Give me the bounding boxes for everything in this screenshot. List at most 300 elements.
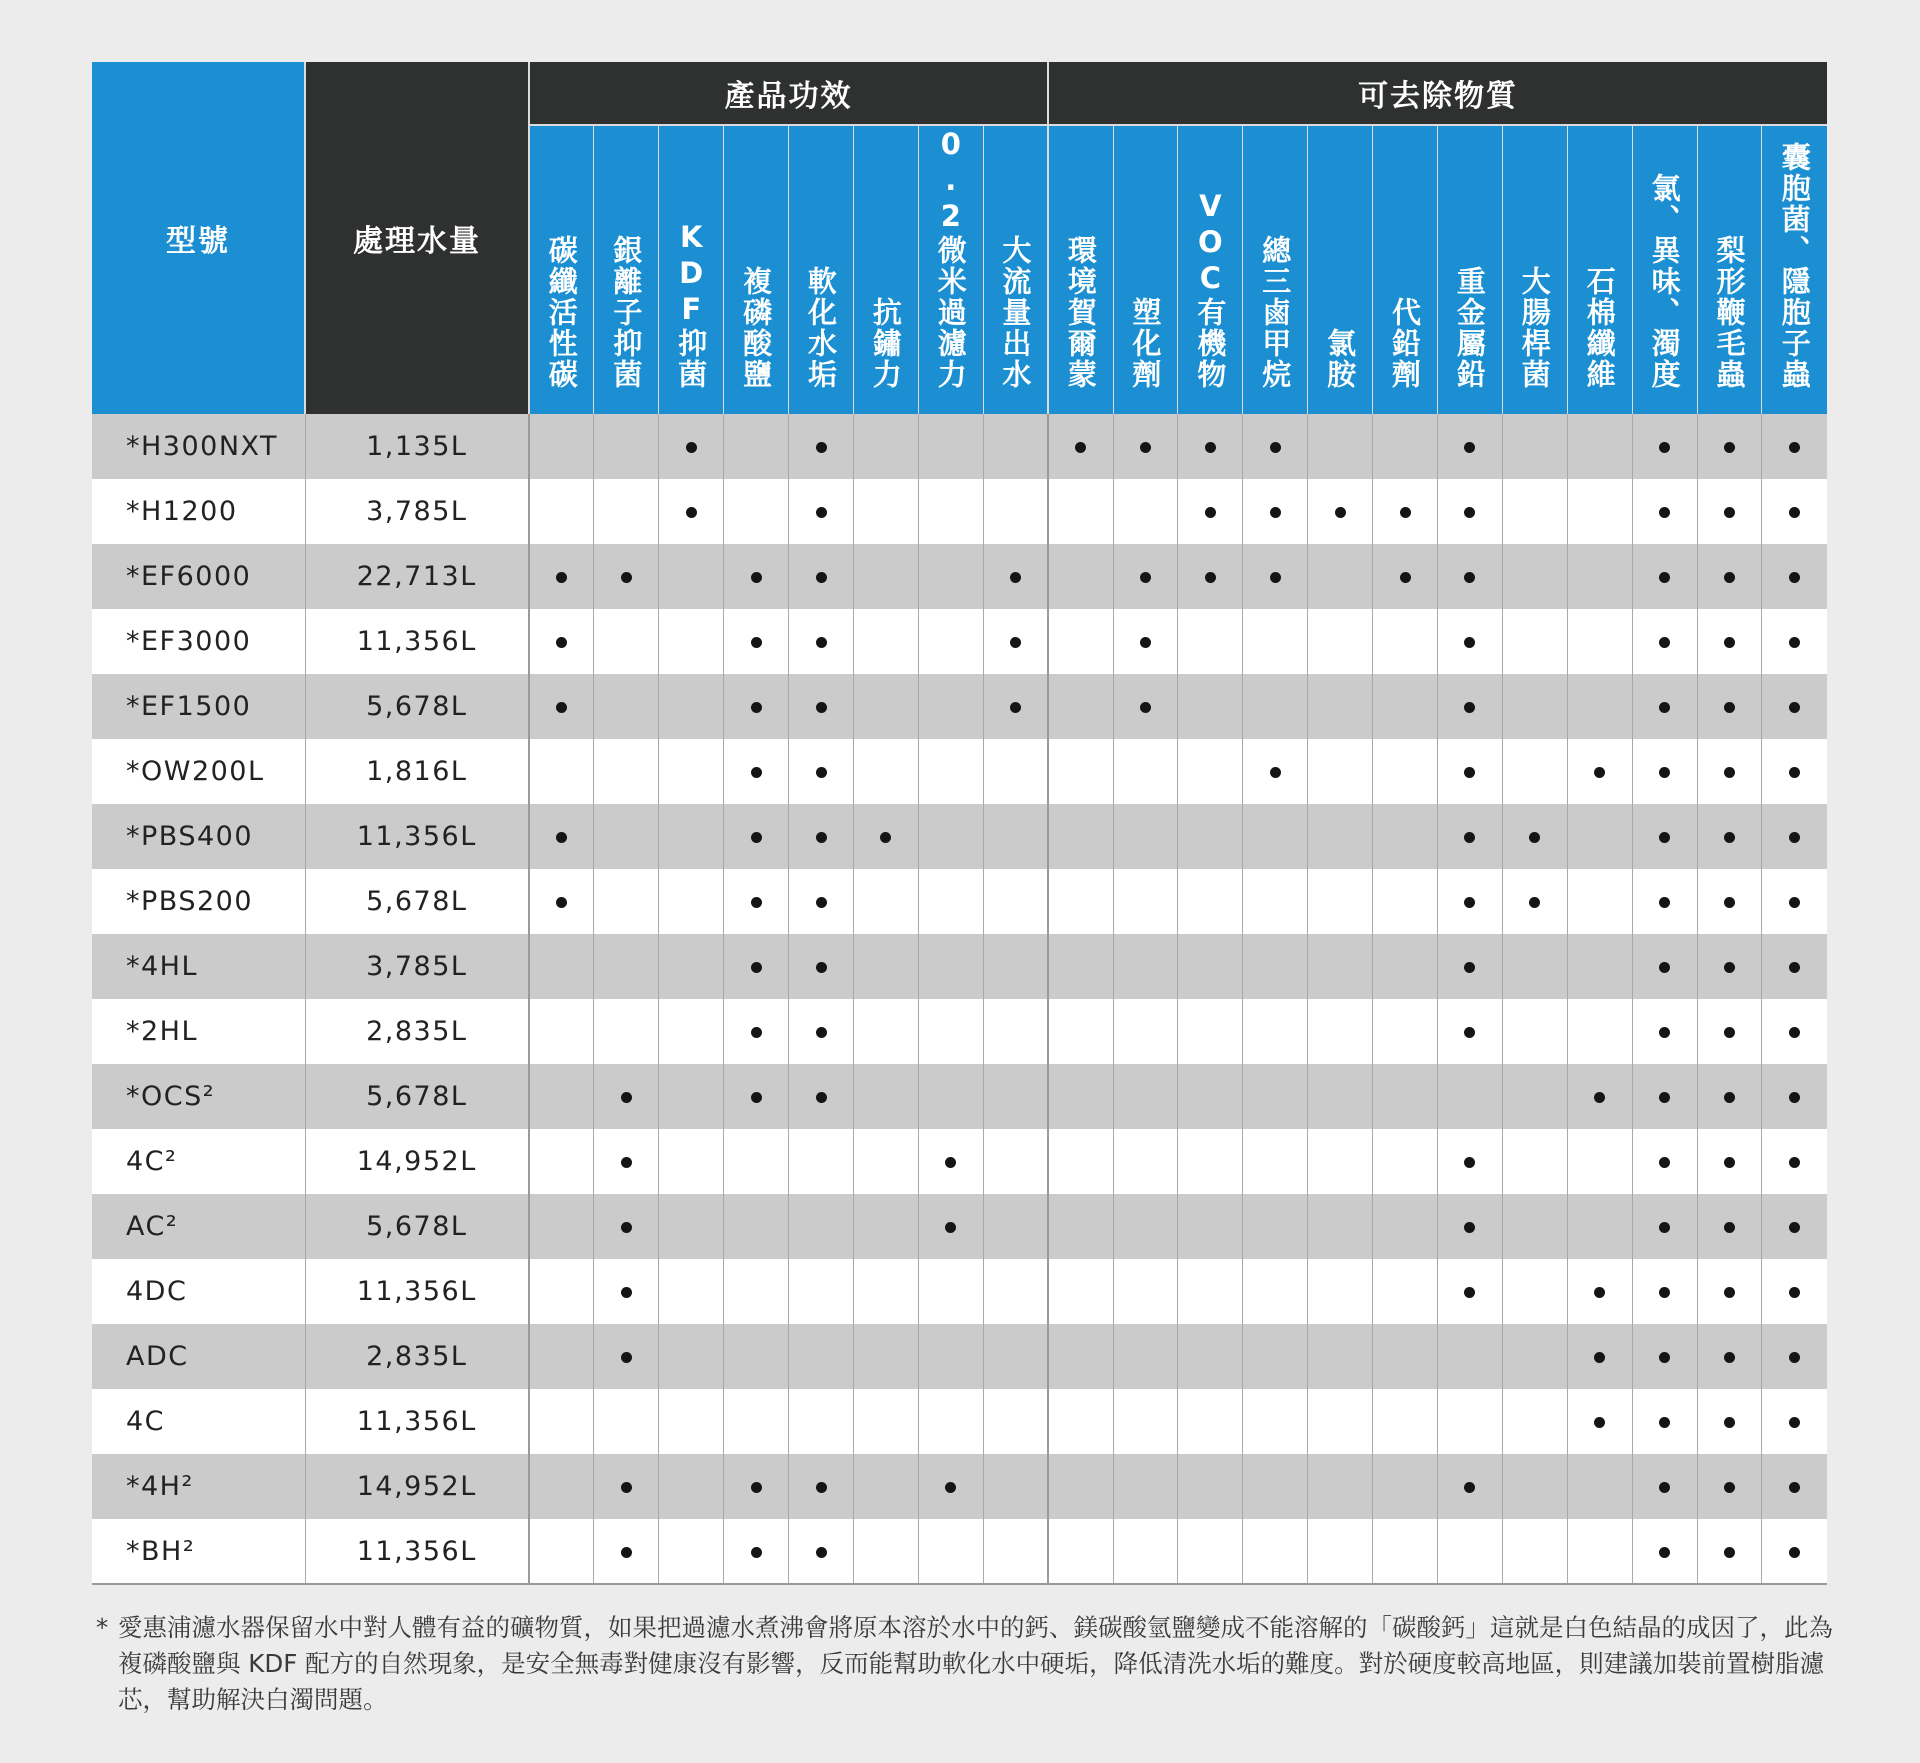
mark-cell — [594, 1129, 659, 1194]
mark-cell — [1048, 609, 1113, 674]
bullet-dot-icon — [816, 442, 827, 453]
column-header-label: 環境賀爾蒙 — [1063, 235, 1098, 390]
bullet-dot-icon — [816, 1482, 827, 1493]
bullet-dot-icon — [1789, 897, 1800, 908]
mark-cell — [789, 609, 854, 674]
table-row — [92, 934, 1827, 999]
model-cell: *4H² — [92, 1454, 305, 1519]
mark-cell — [918, 674, 983, 739]
bullet-dot-icon — [1659, 1417, 1670, 1428]
table-row — [92, 1194, 1827, 1259]
mark-cell — [1178, 869, 1243, 934]
mark-cell — [983, 999, 1048, 1064]
mark-cell — [789, 414, 854, 479]
mark-cell — [659, 1129, 724, 1194]
mark-cell — [1762, 999, 1827, 1064]
mark-cell — [1567, 1129, 1632, 1194]
mark-cell — [659, 1454, 724, 1519]
mark-cell — [1762, 1454, 1827, 1519]
bullet-dot-icon — [556, 832, 567, 843]
mark-cell — [1113, 1064, 1178, 1129]
bullet-dot-icon — [1270, 507, 1281, 518]
mark-cell — [594, 1259, 659, 1324]
column-header-label: 抗鏽力 — [868, 297, 903, 390]
bullet-dot-icon — [1464, 1287, 1475, 1298]
group-header-effects: 產品功效 — [529, 62, 1048, 125]
mark-cell — [594, 934, 659, 999]
mark-cell — [853, 1454, 918, 1519]
mark-cell — [983, 1129, 1048, 1194]
bullet-dot-icon — [1789, 832, 1800, 843]
bullet-dot-icon — [686, 507, 697, 518]
mark-cell — [1567, 999, 1632, 1064]
mark-cell — [1502, 739, 1567, 804]
mark-cell — [983, 804, 1048, 869]
mark-cell — [1762, 739, 1827, 804]
mark-cell — [1567, 1259, 1632, 1324]
model-cell: *H300NXT — [92, 414, 305, 479]
mark-cell — [1437, 1324, 1502, 1389]
mark-cell — [594, 869, 659, 934]
mark-cell — [1762, 1389, 1827, 1454]
table-row — [92, 479, 1827, 544]
mark-cell — [724, 1389, 789, 1454]
bullet-dot-icon — [816, 637, 827, 648]
mark-cell — [918, 414, 983, 479]
column-header-label: 梨形鞭毛蟲 — [1712, 235, 1747, 390]
mark-cell — [918, 1519, 983, 1584]
bullet-dot-icon — [816, 962, 827, 973]
mark-cell — [1048, 1389, 1113, 1454]
mark-cell — [1308, 869, 1373, 934]
mark-cell — [1243, 739, 1308, 804]
footnote-text: 愛惠浦濾水器保留水中對人體有益的礦物質，如果把過濾水煮沸會將原本溶於水中的鈣、鎂碳酸氫鹽變成不能溶解的「碳酸鈣」這就是白色結晶的成因了，此為複磷酸鹽與 KDF 配方的自然現象，是安全無毒對健康沒有影響，反而能幫助軟化水中硬垢，降低清洗水垢的難度。對於硬度較高地區，則建議加裝前置樹脂濾芯，幫助解決白濁問題。 — [118, 1613, 1833, 1714]
mark-cell — [1697, 1194, 1762, 1259]
bullet-dot-icon — [816, 1092, 827, 1103]
mark-cell — [1567, 674, 1632, 739]
mark-cell — [1243, 934, 1308, 999]
mark-cell — [1502, 934, 1567, 999]
bullet-dot-icon — [751, 1482, 762, 1493]
bullet-dot-icon — [1724, 962, 1735, 973]
mark-cell — [659, 739, 724, 804]
mark-cell — [1762, 804, 1827, 869]
bullet-dot-icon — [621, 1352, 632, 1363]
mark-cell — [724, 479, 789, 544]
bullet-dot-icon — [1724, 637, 1735, 648]
mark-cell — [1308, 1519, 1373, 1584]
mark-cell — [983, 674, 1048, 739]
bullet-dot-icon — [1140, 442, 1151, 453]
mark-cell — [1373, 804, 1438, 869]
mark-cell — [1762, 934, 1827, 999]
mark-cell — [1502, 804, 1567, 869]
mark-cell — [918, 609, 983, 674]
mark-cell — [1437, 934, 1502, 999]
mark-cell — [1178, 999, 1243, 1064]
mark-cell — [1178, 479, 1243, 544]
bullet-dot-icon — [1789, 442, 1800, 453]
mark-cell — [659, 1519, 724, 1584]
column-header — [1243, 125, 1308, 414]
model-cell: *EF6000 — [92, 544, 305, 609]
bullet-dot-icon — [1724, 572, 1735, 583]
mark-cell — [1762, 414, 1827, 479]
mark-cell — [659, 674, 724, 739]
bullet-dot-icon — [1659, 702, 1670, 713]
mark-cell — [1502, 1324, 1567, 1389]
bullet-dot-icon — [1789, 1547, 1800, 1558]
mark-cell — [1437, 999, 1502, 1064]
mark-cell — [1048, 1194, 1113, 1259]
mark-cell — [1632, 1194, 1697, 1259]
bullet-dot-icon — [1724, 767, 1735, 778]
capacity-cell: 2,835L — [305, 1324, 529, 1389]
bullet-dot-icon — [751, 1027, 762, 1038]
capacity-column-header: 處理水量 — [305, 62, 529, 414]
mark-cell — [724, 674, 789, 739]
mark-cell — [853, 1389, 918, 1454]
bullet-dot-icon — [1789, 1482, 1800, 1493]
mark-cell — [1502, 1259, 1567, 1324]
mark-cell — [1567, 544, 1632, 609]
bullet-dot-icon — [816, 897, 827, 908]
bullet-dot-icon — [1464, 962, 1475, 973]
mark-cell — [1113, 739, 1178, 804]
table-row — [92, 804, 1827, 869]
bullet-dot-icon — [1789, 637, 1800, 648]
mark-cell — [529, 609, 594, 674]
capacity-cell: 11,356L — [305, 1389, 529, 1454]
table-row — [92, 609, 1827, 674]
bullet-dot-icon — [1724, 702, 1735, 713]
mark-cell — [1178, 1064, 1243, 1129]
capacity-cell: 1,816L — [305, 739, 529, 804]
mark-cell — [1762, 1519, 1827, 1584]
column-header — [529, 125, 594, 414]
model-cell: 4C² — [92, 1129, 305, 1194]
mark-cell — [1308, 479, 1373, 544]
capacity-cell: 11,356L — [305, 1519, 529, 1584]
mark-cell — [789, 999, 854, 1064]
mark-cell — [789, 1064, 854, 1129]
capacity-cell: 2,835L — [305, 999, 529, 1064]
mark-cell — [1178, 1389, 1243, 1454]
table-row — [92, 1454, 1827, 1519]
mark-cell — [594, 804, 659, 869]
mark-cell — [918, 544, 983, 609]
mark-cell — [659, 1194, 724, 1259]
mark-cell — [1502, 1454, 1567, 1519]
bullet-dot-icon — [1724, 1287, 1735, 1298]
mark-cell — [789, 869, 854, 934]
mark-cell — [659, 869, 724, 934]
mark-cell — [1437, 1194, 1502, 1259]
mark-cell — [1437, 869, 1502, 934]
bullet-dot-icon — [1789, 767, 1800, 778]
mark-cell — [1762, 479, 1827, 544]
column-header-label: 大腸桿菌 — [1517, 266, 1552, 390]
mark-cell — [594, 739, 659, 804]
mark-cell — [1373, 999, 1438, 1064]
mark-cell — [529, 1259, 594, 1324]
mark-cell — [918, 1324, 983, 1389]
mark-cell — [659, 1064, 724, 1129]
mark-cell — [1373, 1194, 1438, 1259]
mark-cell — [1697, 609, 1762, 674]
table-row — [92, 414, 1827, 479]
mark-cell — [594, 479, 659, 544]
bullet-dot-icon — [751, 1092, 762, 1103]
mark-cell — [1178, 1454, 1243, 1519]
capacity-cell: 3,785L — [305, 479, 529, 544]
table-row — [92, 1324, 1827, 1389]
mark-cell — [1502, 1389, 1567, 1454]
bullet-dot-icon — [1594, 1417, 1605, 1428]
mark-cell — [1308, 1129, 1373, 1194]
mark-cell — [1048, 479, 1113, 544]
mark-cell — [1308, 1324, 1373, 1389]
bullet-dot-icon — [1010, 637, 1021, 648]
bullet-dot-icon — [1659, 767, 1670, 778]
column-header-label: 軟化水垢 — [804, 266, 838, 390]
mark-cell — [1762, 869, 1827, 934]
mark-cell — [1632, 1129, 1697, 1194]
bullet-dot-icon — [1594, 1352, 1605, 1363]
bullet-dot-icon — [1659, 507, 1670, 518]
mark-cell — [1632, 869, 1697, 934]
bullet-dot-icon — [1724, 832, 1735, 843]
mark-cell — [1048, 999, 1113, 1064]
mark-cell — [918, 1389, 983, 1454]
mark-cell — [1567, 1519, 1632, 1584]
mark-cell — [724, 1194, 789, 1259]
mark-cell — [1437, 804, 1502, 869]
mark-cell — [1502, 1064, 1567, 1129]
table-row — [92, 1129, 1827, 1194]
mark-cell — [1437, 1259, 1502, 1324]
model-cell: 4C — [92, 1389, 305, 1454]
mark-cell — [1113, 999, 1178, 1064]
mark-cell — [529, 1519, 594, 1584]
mark-cell — [1567, 1064, 1632, 1129]
mark-cell — [1243, 1064, 1308, 1129]
bullet-dot-icon — [1789, 1417, 1800, 1428]
mark-cell — [1308, 1259, 1373, 1324]
bullet-dot-icon — [751, 702, 762, 713]
mark-cell — [1697, 1129, 1762, 1194]
capacity-cell: 5,678L — [305, 1064, 529, 1129]
bullet-dot-icon — [1789, 702, 1800, 713]
mark-cell — [1697, 674, 1762, 739]
bullet-dot-icon — [621, 1157, 632, 1168]
mark-cell — [1373, 869, 1438, 934]
mark-cell — [1113, 1129, 1178, 1194]
mark-cell — [1762, 674, 1827, 739]
mark-cell — [1113, 1519, 1178, 1584]
bullet-dot-icon — [1659, 962, 1670, 973]
table-row — [92, 999, 1827, 1064]
column-header — [594, 125, 659, 414]
mark-cell — [983, 1259, 1048, 1324]
model-column-header: 型號 — [92, 62, 305, 414]
table-row — [92, 1064, 1827, 1129]
mark-cell — [789, 1389, 854, 1454]
mark-cell — [1178, 1194, 1243, 1259]
column-header — [659, 125, 724, 414]
bullet-dot-icon — [751, 897, 762, 908]
mark-cell — [1308, 674, 1373, 739]
mark-cell — [1632, 479, 1697, 544]
capacity-cell: 11,356L — [305, 609, 529, 674]
mark-cell — [983, 934, 1048, 999]
column-header — [918, 125, 983, 414]
mark-cell — [724, 934, 789, 999]
column-header-label: 代鉛劑 — [1388, 297, 1423, 390]
mark-cell — [1762, 1259, 1827, 1324]
mark-cell — [1113, 1324, 1178, 1389]
bullet-dot-icon — [1659, 1547, 1670, 1558]
mark-cell — [1243, 1324, 1308, 1389]
bullet-dot-icon — [1659, 1287, 1670, 1298]
column-header-label: 總三鹵甲烷 — [1258, 235, 1293, 390]
bullet-dot-icon — [621, 1287, 632, 1298]
mark-cell — [594, 544, 659, 609]
column-header-label: 囊胞菌、隱胞子蟲 — [1777, 142, 1812, 390]
mark-cell — [1632, 1519, 1697, 1584]
bullet-dot-icon — [1400, 507, 1411, 518]
bullet-dot-icon — [816, 767, 827, 778]
mark-cell — [1113, 1389, 1178, 1454]
mark-cell — [724, 1519, 789, 1584]
mark-cell — [789, 479, 854, 544]
mark-cell — [1567, 1454, 1632, 1519]
mark-cell — [1762, 1129, 1827, 1194]
mark-cell — [1567, 479, 1632, 544]
mark-cell — [594, 414, 659, 479]
bullet-dot-icon — [751, 637, 762, 648]
footnote — [96, 1610, 1848, 1718]
mark-cell — [918, 869, 983, 934]
mark-cell — [1762, 1324, 1827, 1389]
mark-cell — [529, 869, 594, 934]
bullet-dot-icon — [816, 702, 827, 713]
mark-cell — [1308, 804, 1373, 869]
mark-cell — [1437, 674, 1502, 739]
table-row — [92, 1389, 1827, 1454]
model-cell: *4HL — [92, 934, 305, 999]
mark-cell — [853, 674, 918, 739]
bullet-dot-icon — [1464, 702, 1475, 713]
bullet-dot-icon — [1789, 507, 1800, 518]
mark-cell — [789, 1519, 854, 1584]
mark-cell — [1437, 1389, 1502, 1454]
mark-cell — [789, 544, 854, 609]
bullet-dot-icon — [1205, 507, 1216, 518]
column-header — [724, 125, 789, 414]
mark-cell — [594, 674, 659, 739]
mark-cell — [594, 1389, 659, 1454]
mark-cell — [1502, 609, 1567, 674]
mark-cell — [1113, 1194, 1178, 1259]
bullet-dot-icon — [1659, 1092, 1670, 1103]
mark-cell — [1373, 1259, 1438, 1324]
column-header-label: 大流量出水 — [998, 235, 1033, 390]
mark-cell — [529, 1129, 594, 1194]
bullet-dot-icon — [1140, 637, 1151, 648]
mark-cell — [1308, 739, 1373, 804]
bullet-dot-icon — [1659, 897, 1670, 908]
mark-cell — [1308, 999, 1373, 1064]
bullet-dot-icon — [556, 702, 567, 713]
mark-cell — [529, 1194, 594, 1259]
mark-cell — [853, 544, 918, 609]
mark-cell — [1437, 414, 1502, 479]
mark-cell — [1567, 869, 1632, 934]
bullet-dot-icon — [1789, 1027, 1800, 1038]
mark-cell — [918, 1194, 983, 1259]
bullet-dot-icon — [1724, 1157, 1735, 1168]
mark-cell — [789, 1129, 854, 1194]
mark-cell — [724, 1324, 789, 1389]
bullet-dot-icon — [1789, 962, 1800, 973]
mark-cell — [789, 674, 854, 739]
bullet-dot-icon — [1205, 442, 1216, 453]
bullet-dot-icon — [556, 572, 567, 583]
model-cell: AC² — [92, 1194, 305, 1259]
mark-cell — [1697, 1519, 1762, 1584]
model-cell: ADC — [92, 1324, 305, 1389]
mark-cell — [1373, 739, 1438, 804]
mark-cell — [1567, 1324, 1632, 1389]
mark-cell — [724, 804, 789, 869]
mark-cell — [1373, 934, 1438, 999]
bullet-dot-icon — [1140, 572, 1151, 583]
mark-cell — [1308, 609, 1373, 674]
mark-cell — [918, 739, 983, 804]
column-header — [1697, 125, 1762, 414]
mark-cell — [529, 479, 594, 544]
mark-cell — [1697, 414, 1762, 479]
bullet-dot-icon — [1464, 1222, 1475, 1233]
bullet-dot-icon — [816, 832, 827, 843]
mark-cell — [1048, 739, 1113, 804]
mark-cell — [1437, 739, 1502, 804]
mark-cell — [1048, 804, 1113, 869]
mark-cell — [1632, 544, 1697, 609]
mark-cell — [1632, 1259, 1697, 1324]
mark-cell — [789, 1454, 854, 1519]
mark-cell — [1243, 1454, 1308, 1519]
mark-cell — [853, 869, 918, 934]
table-row — [92, 1259, 1827, 1324]
mark-cell — [1437, 1454, 1502, 1519]
mark-cell — [1178, 674, 1243, 739]
mark-cell — [983, 609, 1048, 674]
bullet-dot-icon — [1529, 832, 1540, 843]
mark-cell — [1632, 1324, 1697, 1389]
mark-cell — [1373, 414, 1438, 479]
column-header — [1373, 125, 1438, 414]
bullet-dot-icon — [1659, 1352, 1670, 1363]
bullet-dot-icon — [1205, 572, 1216, 583]
mark-cell — [659, 479, 724, 544]
bullet-dot-icon — [1659, 1222, 1670, 1233]
mark-cell — [1437, 1129, 1502, 1194]
bullet-dot-icon — [621, 1482, 632, 1493]
bullet-dot-icon — [1724, 1547, 1735, 1558]
capacity-cell: 1,135L — [305, 414, 529, 479]
